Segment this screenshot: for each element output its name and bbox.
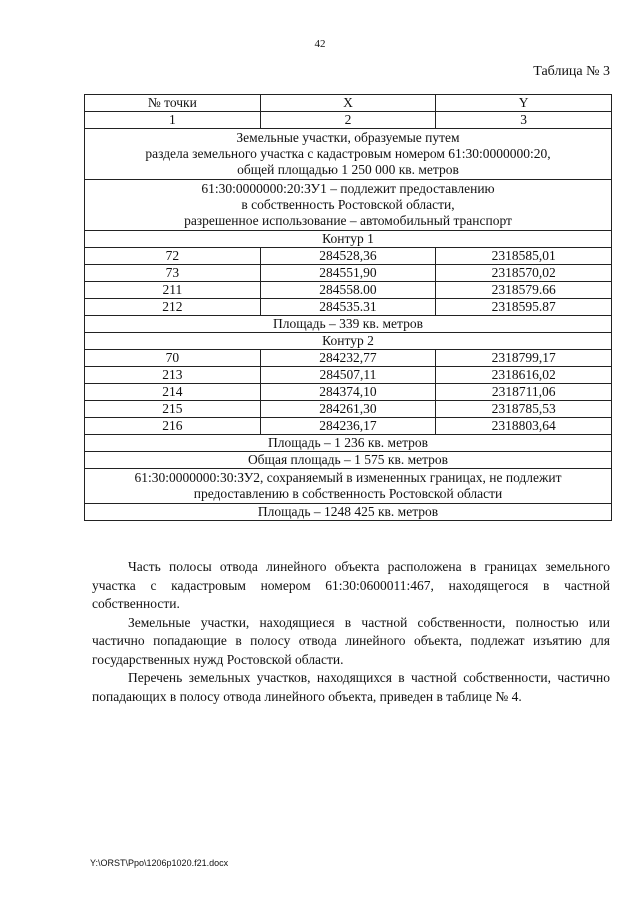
y-value: 2318785,53 — [436, 401, 612, 418]
contour-area-row — [85, 316, 612, 333]
section-title-line: раздела земельного участка с кадастровым номером 61:30:0000000:20, — [145, 146, 551, 161]
column-number-row — [85, 112, 612, 129]
x-value: 284232,77 — [260, 350, 436, 367]
point-number: 213 — [85, 367, 261, 384]
table-row — [85, 282, 612, 299]
contour-area-row — [85, 435, 612, 452]
section-title-line: Земельные участки, образуемые путем — [236, 130, 460, 145]
parcel-title-line: разрешенное использование – автомобильный транспорт — [184, 213, 512, 228]
point-number: 215 — [85, 401, 261, 418]
table-row — [85, 418, 612, 435]
total-area-row — [85, 452, 612, 469]
contour-1-title: Контур 1 — [85, 231, 612, 248]
table-row — [85, 384, 612, 401]
parcel-title-line: в собственность Ростовской области, — [241, 197, 455, 212]
point-number: 70 — [85, 350, 261, 367]
contour-1-area: Площадь – 339 кв. метров — [85, 316, 612, 333]
x-value: 284236,17 — [260, 418, 436, 435]
total-area: Общая площадь – 1 575 кв. метров — [85, 452, 612, 469]
section-title — [85, 129, 612, 180]
table-row — [85, 350, 612, 367]
contour-2-title: Контур 2 — [85, 333, 612, 350]
table-row — [85, 299, 612, 316]
point-number: 211 — [85, 282, 261, 299]
point-number: 214 — [85, 384, 261, 401]
paragraph: Часть полосы отвода линейного объекта расположена в границах земельного участка с кадастровым номером 61:30:0600011:467, находящегося в частной собственности. — [92, 559, 610, 611]
x-value: 284528,36 — [260, 248, 436, 265]
table-row — [85, 248, 612, 265]
parcel-title-line: 61:30:0000000:20:ЗУ1 – подлежит предоставлению — [201, 181, 495, 196]
x-value: 284261,30 — [260, 401, 436, 418]
section-title-line: общей площадью 1 250 000 кв. метров — [237, 162, 459, 177]
body-text — [92, 558, 610, 706]
x-value: 284558.00 — [260, 282, 436, 299]
parcel-title — [85, 180, 612, 231]
column-number: 3 — [436, 112, 612, 129]
table-row — [85, 401, 612, 418]
paragraph: Перечень земельных участков, находящихся в частной собственности, частично попадающих в полосу отвода линейного объекта, приведен в таблице № 4. — [92, 670, 610, 704]
table-header-row — [85, 95, 612, 112]
point-number: 212 — [85, 299, 261, 316]
zu2-area: Площадь – 1248 425 кв. метров — [85, 504, 612, 521]
x-value: 284374,10 — [260, 384, 436, 401]
page-number: 42 — [314, 38, 326, 50]
point-number: 73 — [85, 265, 261, 282]
zu2-area-row — [85, 504, 612, 521]
paragraph: Земельные участки, находящиеся в частной собственности, полностью или частично попадающие в полосу отвода линейного объекта, подлежат изъятию для государственных нужд Ростовской области. — [92, 614, 610, 667]
y-value: 2318803,64 — [436, 418, 612, 435]
point-number: 72 — [85, 248, 261, 265]
column-number: 1 — [85, 112, 261, 129]
zu2-line: предоставлению в собственность Ростовской области — [193, 486, 503, 501]
footer-file-path: Y:\ORST\Ppo\1206p1020.f21.docx — [90, 858, 229, 868]
y-value: 2318585,01 — [436, 248, 612, 265]
contour-2-area: Площадь – 1 236 кв. метров — [85, 435, 612, 452]
x-value: 284507,11 — [260, 367, 436, 384]
header-point-number: № точки — [85, 95, 261, 112]
zu2-description — [85, 469, 612, 504]
header-x: X — [260, 95, 436, 112]
y-value: 2318799,17 — [436, 350, 612, 367]
y-value: 2318570,02 — [436, 265, 612, 282]
header-y: Y — [436, 95, 612, 112]
contour-title-row — [85, 231, 612, 248]
column-number: 2 — [260, 112, 436, 129]
point-number: 216 — [85, 418, 261, 435]
y-value: 2318711,06 — [436, 384, 612, 401]
x-value: 284535.31 — [260, 299, 436, 316]
contour-title-row — [85, 333, 612, 350]
y-value: 2318579.66 — [436, 282, 612, 299]
section-title-row — [85, 129, 612, 180]
x-value: 284551,90 — [260, 265, 436, 282]
y-value: 2318595.87 — [436, 299, 612, 316]
table-row — [85, 367, 612, 384]
table-caption: Таблица № 3 — [533, 64, 610, 79]
y-value: 2318616,02 — [436, 367, 612, 384]
table-row — [85, 265, 612, 282]
zu2-line: 61:30:0000000:30:ЗУ2, сохраняемый в измененных границах, не подлежит — [134, 470, 562, 485]
coordinates-table — [84, 94, 612, 521]
zu2-row — [85, 469, 612, 504]
parcel-title-row — [85, 180, 612, 231]
